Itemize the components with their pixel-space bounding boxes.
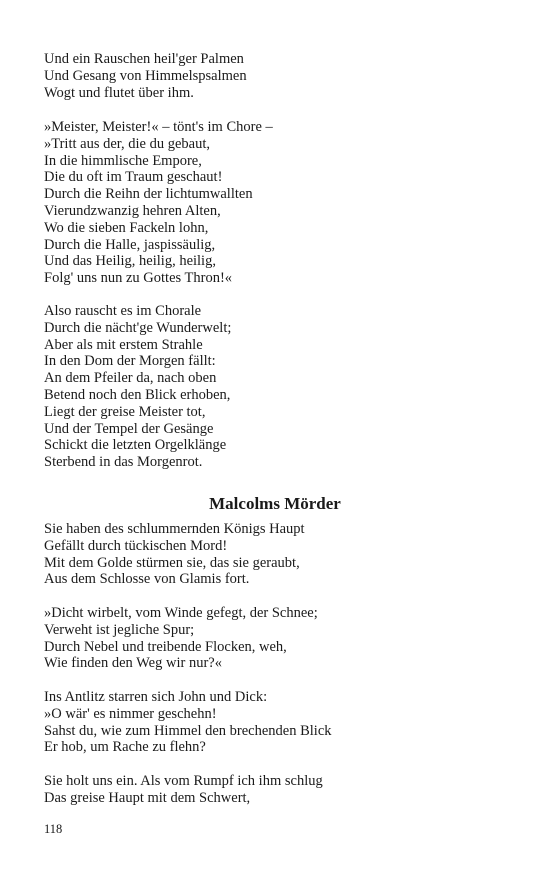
- stanza: [44, 521, 514, 588]
- verse-line: Durch Nebel und treibende Flocken, weh,: [44, 638, 287, 655]
- verse-line: Sterbend in das Morgenrot.: [44, 454, 203, 471]
- verse-line: »Tritt aus der, die du gebaut,: [44, 135, 211, 152]
- verse-line: Durch die Halle, jaspissäulig,: [44, 236, 216, 253]
- verse-line: Vierundzwanzig hehren Alten,: [44, 202, 221, 219]
- verse-line: Folg' uns nun zu Gottes Thron!«: [44, 270, 233, 287]
- verse-line: Verweht ist jegliche Spur;: [44, 621, 195, 638]
- verse-line: In den Dom der Morgen fällt:: [44, 353, 216, 370]
- verse-line: Und das Heilig, heilig, heilig,: [44, 253, 216, 270]
- verse-line: Mit dem Golde stürmen sie, das sie geraubt,: [44, 554, 300, 571]
- verse-line: »Dicht wirbelt, vom Winde gefegt, der Schnee;: [44, 605, 318, 621]
- verse-line: Ins Antlitz starren sich John und Dick:: [44, 689, 268, 705]
- verse-line: Durch die Reihn der lichtumwallten: [44, 186, 253, 203]
- stanza: [44, 689, 514, 756]
- verse-line: Sahst du, wie zum Himmel den brechenden Blick: [44, 722, 332, 739]
- verse-line: Und Gesang von Himmelspsalmen: [44, 67, 247, 84]
- stanza: [44, 119, 514, 287]
- verse-line: Sie haben des schlummernden Königs Haupt: [44, 521, 305, 537]
- verse-line: Wie finden den Weg wir nur?«: [44, 655, 222, 672]
- verse-line: In die himmlische Empore,: [44, 152, 202, 169]
- verse-line: Wogt und flutet über ihm.: [44, 84, 194, 101]
- verse-line: Und der Tempel der Gesänge: [44, 420, 214, 437]
- verse-line: Gefällt durch tückischen Mord!: [44, 537, 228, 554]
- poem-title: Malcolms Mörder: [209, 494, 341, 513]
- verse-line: Also rauscht es im Chorale: [44, 303, 202, 319]
- verse-line: Aber als mit erstem Strahle: [44, 336, 203, 353]
- verse-line: Und ein Rauschen heil'ger Palmen: [44, 51, 244, 67]
- verse-line: Betend noch den Blick erhoben,: [44, 386, 231, 403]
- verse-line: Die du oft im Traum geschaut!: [44, 169, 223, 186]
- verse-line: Er hob, um Rache zu flehn?: [44, 739, 206, 756]
- verse-line: Liegt der greise Meister tot,: [44, 403, 206, 420]
- verse-line: Wo die sieben Fackeln lohn,: [44, 219, 209, 236]
- verse-line: Das greise Haupt mit dem Schwert,: [44, 789, 251, 806]
- verse-line: Aus dem Schlosse von Glamis fort.: [44, 571, 250, 588]
- verse-line: An dem Pfeiler da, nach oben: [44, 370, 217, 387]
- verse-line: Sie holt uns ein. Als vom Rumpf ich ihm schlug: [44, 773, 323, 789]
- verse-line: »Meister, Meister!« – tönt's im Chore –: [44, 119, 273, 135]
- page-number: 118: [44, 822, 63, 836]
- stanza: [44, 303, 514, 471]
- verse-line: »O wär' es nimmer geschehn!: [44, 705, 217, 722]
- stanza: [44, 605, 514, 672]
- stanza: [44, 773, 514, 807]
- verse-line: Schickt die letzten Orgelklänge: [44, 437, 227, 454]
- stanza: [44, 51, 514, 101]
- verse-line: Durch die nächt'ge Wunderwelt;: [44, 319, 232, 336]
